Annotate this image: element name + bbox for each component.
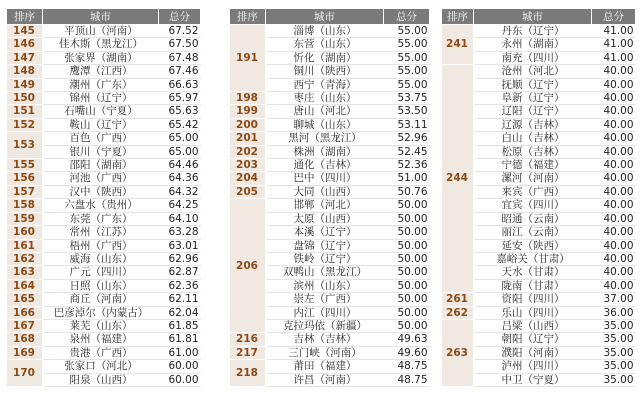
table-row — [230, 346, 430, 359]
table-row — [230, 199, 430, 212]
city-cell: 通化（吉林） — [266, 159, 384, 172]
city-cell: 中卫（宁夏） — [474, 373, 592, 386]
score-cell: 40.00 — [592, 145, 636, 158]
rank-cell: 152 — [7, 118, 43, 131]
score-cell: 64.46 — [159, 159, 201, 172]
score-cell: 67.46 — [159, 65, 201, 78]
city-cell: 汉中（陕西） — [43, 185, 159, 198]
score-cell: 52.45 — [384, 145, 430, 158]
city-cell: 六盘水（贵州） — [43, 199, 159, 212]
header-rank: 排序 — [7, 9, 43, 25]
score-cell: 40.00 — [592, 226, 636, 239]
table-row — [7, 92, 201, 105]
city-cell: 双鸭山（黑龙江） — [266, 266, 384, 279]
city-cell: 阳泉（山西） — [43, 373, 159, 386]
city-cell: 资阳（四川） — [474, 293, 592, 306]
ranking-table-1 — [6, 8, 201, 387]
city-cell: 泸州（四川） — [474, 360, 592, 373]
city-cell: 唐山（河北） — [266, 105, 384, 118]
score-cell: 50.00 — [384, 212, 430, 225]
rank-cell: 241 — [442, 25, 474, 65]
score-cell: 51.00 — [384, 172, 430, 185]
table-row — [230, 25, 430, 38]
city-cell: 泉州（福建） — [43, 333, 159, 346]
rank-cell: 159 — [7, 212, 43, 225]
rank-cell: 149 — [7, 78, 43, 91]
score-cell: 50.00 — [384, 306, 430, 319]
table-row — [7, 159, 201, 172]
city-cell: 铜川（陕西） — [266, 65, 384, 78]
score-cell: 40.00 — [592, 266, 636, 279]
score-cell: 64.32 — [159, 185, 201, 198]
city-cell: 贵港（广西） — [43, 346, 159, 359]
score-cell: 40.00 — [592, 78, 636, 91]
score-cell: 62.96 — [159, 252, 201, 265]
score-cell: 65.63 — [159, 105, 201, 118]
city-cell: 常州（江苏） — [43, 226, 159, 239]
city-cell: 陇南（甘肃） — [474, 279, 592, 292]
score-cell: 63.28 — [159, 226, 201, 239]
score-cell: 40.00 — [592, 159, 636, 172]
city-cell: 百色（广西） — [43, 132, 159, 145]
table-row — [230, 118, 430, 131]
table-row — [7, 65, 201, 78]
table-row — [442, 293, 636, 306]
header-score: 总分 — [592, 9, 636, 25]
score-cell: 40.00 — [592, 185, 636, 198]
score-cell: 55.00 — [384, 78, 430, 91]
score-cell: 40.00 — [592, 105, 636, 118]
table-row — [7, 199, 201, 212]
rank-cell: 217 — [230, 346, 266, 359]
city-cell: 淄博（山东） — [266, 25, 384, 38]
score-cell: 55.00 — [384, 25, 430, 38]
rank-cell: 163 — [7, 266, 43, 279]
city-cell: 枣庄（山东） — [266, 92, 384, 105]
score-cell: 35.00 — [592, 319, 636, 332]
table-row — [7, 25, 201, 38]
header-row — [7, 9, 201, 25]
score-cell: 65.00 — [159, 145, 201, 158]
header-city: 城市 — [266, 9, 384, 25]
rank-cell: 202 — [230, 145, 266, 158]
city-cell: 宁德（福建） — [474, 159, 592, 172]
city-cell: 天水（甘肃） — [474, 266, 592, 279]
rank-cell: 147 — [7, 51, 43, 64]
city-cell: 盘锦（辽宁） — [266, 239, 384, 252]
rank-cell: 263 — [442, 319, 474, 386]
city-cell: 崇左（广西） — [266, 293, 384, 306]
score-cell: 55.00 — [384, 38, 430, 51]
city-cell: 乐山（四川） — [474, 306, 592, 319]
score-cell: 65.42 — [159, 118, 201, 131]
header-score: 总分 — [384, 9, 430, 25]
city-cell: 鞍山（辽宁） — [43, 118, 159, 131]
rank-cell: 216 — [230, 333, 266, 346]
city-cell: 锦州（辽宁） — [43, 92, 159, 105]
rank-cell: 204 — [230, 172, 266, 185]
city-cell: 辽阳（辽宁） — [474, 105, 592, 118]
score-cell: 41.00 — [592, 51, 636, 64]
rank-cell: 198 — [230, 92, 266, 105]
table-row — [7, 306, 201, 319]
score-cell: 52.36 — [384, 159, 430, 172]
table-row — [230, 172, 430, 185]
table-row — [7, 105, 201, 118]
header-row — [442, 9, 636, 25]
score-cell: 67.48 — [159, 51, 201, 64]
city-cell: 聊城（山东） — [266, 118, 384, 131]
city-cell: 巴彦淖尔（内蒙古） — [43, 306, 159, 319]
rank-cell: 153 — [7, 132, 43, 159]
score-cell: 50.76 — [384, 185, 430, 198]
score-cell: 53.75 — [384, 92, 430, 105]
header-row — [230, 9, 430, 25]
score-cell: 52.96 — [384, 132, 430, 145]
score-cell: 65.00 — [159, 132, 201, 145]
table-row — [230, 333, 430, 346]
city-cell: 太原（山西） — [266, 212, 384, 225]
table-row — [7, 132, 201, 145]
score-cell: 61.81 — [159, 333, 201, 346]
table-row — [442, 319, 636, 332]
table-row — [230, 105, 430, 118]
rank-cell: 150 — [7, 92, 43, 105]
score-cell: 62.36 — [159, 279, 201, 292]
city-cell: 本溪（辽宁） — [266, 226, 384, 239]
table-row — [7, 252, 201, 265]
table-row — [230, 159, 430, 172]
city-cell: 内江（四川） — [266, 306, 384, 319]
city-cell: 南充（四川） — [474, 51, 592, 64]
city-cell: 梧州（广西） — [43, 239, 159, 252]
table-row — [442, 65, 636, 78]
rank-cell: 191 — [230, 25, 266, 92]
score-cell: 67.52 — [159, 25, 201, 38]
score-cell: 37.00 — [592, 293, 636, 306]
table-row — [7, 293, 201, 306]
city-cell: 株洲（湖南） — [266, 145, 384, 158]
table-row — [7, 212, 201, 225]
score-cell: 35.00 — [592, 346, 636, 359]
table-row — [230, 92, 430, 105]
rank-cell: 168 — [7, 333, 43, 346]
score-cell: 50.00 — [384, 199, 430, 212]
score-cell: 53.11 — [384, 118, 430, 131]
table-row — [7, 319, 201, 332]
city-cell: 邵阳（湖南） — [43, 159, 159, 172]
rank-cell: 218 — [230, 360, 266, 387]
city-cell: 河池（广西） — [43, 172, 159, 185]
city-cell: 黑河（黑龙江） — [266, 132, 384, 145]
city-cell: 辽源（吉林） — [474, 118, 592, 131]
table-row — [230, 145, 430, 158]
city-cell: 张家口（河北） — [43, 360, 159, 373]
score-cell: 40.00 — [592, 172, 636, 185]
city-cell: 莆田（福建） — [266, 360, 384, 373]
table-row — [7, 51, 201, 64]
city-cell: 宜宾（四川） — [474, 199, 592, 212]
rank-cell: 169 — [7, 346, 43, 359]
rank-cell: 162 — [7, 252, 43, 265]
score-cell: 50.00 — [384, 293, 430, 306]
table-row — [7, 360, 201, 373]
score-cell: 35.00 — [592, 373, 636, 386]
header-rank: 排序 — [230, 9, 266, 25]
table-row — [7, 185, 201, 198]
city-cell: 佳木斯（黑龙江） — [43, 38, 159, 51]
rank-cell: 200 — [230, 118, 266, 131]
score-cell: 61.85 — [159, 319, 201, 332]
table-row — [7, 78, 201, 91]
table-row — [7, 118, 201, 131]
city-cell: 大同（山西） — [266, 185, 384, 198]
city-cell: 东莞（广东） — [43, 212, 159, 225]
score-cell: 64.36 — [159, 172, 201, 185]
score-cell: 67.50 — [159, 38, 201, 51]
city-cell: 朝阳（辽宁） — [474, 333, 592, 346]
city-cell: 鹰潭（江西） — [43, 65, 159, 78]
rank-cell: 201 — [230, 132, 266, 145]
score-cell: 40.00 — [592, 212, 636, 225]
rank-cell: 166 — [7, 306, 43, 319]
score-cell: 62.04 — [159, 306, 201, 319]
score-cell: 40.00 — [592, 252, 636, 265]
city-cell: 石嘴山（宁夏） — [43, 105, 159, 118]
city-cell: 来宾（广西） — [474, 185, 592, 198]
city-cell: 昭通（云南） — [474, 212, 592, 225]
rank-cell: 151 — [7, 105, 43, 118]
score-cell: 62.11 — [159, 293, 201, 306]
header-score: 总分 — [159, 9, 201, 25]
score-cell: 55.00 — [384, 65, 430, 78]
score-cell: 63.01 — [159, 239, 201, 252]
city-cell: 潮州（广东） — [43, 78, 159, 91]
score-cell: 49.60 — [384, 346, 430, 359]
city-cell: 巴中（四川） — [266, 172, 384, 185]
city-cell: 平顶山（河南） — [43, 25, 159, 38]
table-row — [230, 132, 430, 145]
score-cell: 40.00 — [592, 132, 636, 145]
ranking-table-2 — [229, 8, 430, 387]
city-cell: 丹东（辽宁） — [474, 25, 592, 38]
city-cell: 威海（山东） — [43, 252, 159, 265]
city-cell: 张家界（湖南） — [43, 51, 159, 64]
table-row — [7, 346, 201, 359]
score-cell: 60.00 — [159, 373, 201, 386]
score-cell: 62.87 — [159, 266, 201, 279]
rank-cell: 262 — [442, 306, 474, 319]
score-cell: 60.00 — [159, 360, 201, 373]
score-cell: 48.75 — [384, 360, 430, 373]
city-cell: 嘉峪关（甘肃） — [474, 252, 592, 265]
city-cell: 邯郸（河北） — [266, 199, 384, 212]
table-row — [7, 239, 201, 252]
rank-cell: 146 — [7, 38, 43, 51]
score-cell: 50.00 — [384, 279, 430, 292]
city-cell: 永州（湖南） — [474, 38, 592, 51]
score-cell: 53.50 — [384, 105, 430, 118]
city-cell: 吕梁（山西） — [474, 319, 592, 332]
rank-cell: 167 — [7, 319, 43, 332]
table-row — [7, 333, 201, 346]
city-cell: 漯河（河南） — [474, 172, 592, 185]
city-cell: 吉林（吉林） — [266, 333, 384, 346]
score-cell: 50.00 — [384, 252, 430, 265]
score-cell: 66.63 — [159, 78, 201, 91]
city-cell: 广元（四川） — [43, 266, 159, 279]
score-cell: 50.00 — [384, 239, 430, 252]
table-row — [7, 38, 201, 51]
rank-cell: 199 — [230, 105, 266, 118]
rank-cell: 158 — [7, 199, 43, 212]
city-cell: 东营（山东） — [266, 38, 384, 51]
header-city: 城市 — [43, 9, 159, 25]
rank-cell: 155 — [7, 159, 43, 172]
score-cell: 35.00 — [592, 360, 636, 373]
city-cell: 滨州（山东） — [266, 279, 384, 292]
rank-cell: 206 — [230, 199, 266, 333]
rank-cell: 205 — [230, 185, 266, 198]
score-cell: 64.10 — [159, 212, 201, 225]
score-cell: 48.75 — [384, 373, 430, 386]
city-cell: 阜新（辽宁） — [474, 92, 592, 105]
city-cell: 西宁（青海） — [266, 78, 384, 91]
rank-cell: 148 — [7, 65, 43, 78]
city-cell: 松原（吉林） — [474, 145, 592, 158]
rank-cell: 203 — [230, 159, 266, 172]
city-cell: 许昌（河南） — [266, 373, 384, 386]
table-row — [7, 226, 201, 239]
city-cell: 银川（宁夏） — [43, 145, 159, 158]
rank-cell: 164 — [7, 279, 43, 292]
score-cell: 65.97 — [159, 92, 201, 105]
score-cell: 50.00 — [384, 319, 430, 332]
city-cell: 克拉玛依（新疆） — [266, 319, 384, 332]
city-cell: 丽江（云南） — [474, 226, 592, 239]
city-cell: 抚顺（辽宁） — [474, 78, 592, 91]
rank-cell: 160 — [7, 226, 43, 239]
header-rank: 排序 — [442, 9, 474, 25]
score-cell: 40.00 — [592, 92, 636, 105]
table-row — [7, 279, 201, 292]
rank-cell: 244 — [442, 65, 474, 293]
city-cell: 铁岭（辽宁） — [266, 252, 384, 265]
rank-cell: 161 — [7, 239, 43, 252]
rank-cell: 170 — [7, 360, 43, 387]
table-row — [7, 172, 201, 185]
city-cell: 延安（陕西） — [474, 239, 592, 252]
score-cell: 50.00 — [384, 266, 430, 279]
score-cell: 61.00 — [159, 346, 201, 359]
city-cell: 沧州（河北） — [474, 65, 592, 78]
score-cell: 49.63 — [384, 333, 430, 346]
score-cell: 41.00 — [592, 38, 636, 51]
score-cell: 64.25 — [159, 199, 201, 212]
table-row — [7, 266, 201, 279]
score-cell: 35.00 — [592, 333, 636, 346]
rank-cell: 145 — [7, 25, 43, 38]
score-cell: 40.00 — [592, 239, 636, 252]
score-cell: 41.00 — [592, 25, 636, 38]
city-cell: 莱芜（山东） — [43, 319, 159, 332]
table-row — [442, 25, 636, 38]
score-cell: 36.00 — [592, 306, 636, 319]
score-cell: 50.00 — [384, 226, 430, 239]
rank-cell: 156 — [7, 172, 43, 185]
table-row — [442, 306, 636, 319]
ranking-table-3 — [441, 8, 636, 387]
header-city: 城市 — [474, 9, 592, 25]
city-cell: 忻化（湖南） — [266, 51, 384, 64]
score-cell: 40.00 — [592, 65, 636, 78]
city-cell: 商丘（河南） — [43, 293, 159, 306]
score-cell: 55.00 — [384, 51, 430, 64]
table-row — [230, 360, 430, 373]
table-row — [230, 185, 430, 198]
city-cell: 濮阳（河南） — [474, 346, 592, 359]
rank-cell: 261 — [442, 293, 474, 306]
rank-cell: 165 — [7, 293, 43, 306]
score-cell: 40.00 — [592, 118, 636, 131]
rank-cell: 157 — [7, 185, 43, 198]
city-cell: 日照（山东） — [43, 279, 159, 292]
score-cell: 40.00 — [592, 279, 636, 292]
city-cell: 白山（吉林） — [474, 132, 592, 145]
score-cell: 40.00 — [592, 199, 636, 212]
city-cell: 三门峡（河南） — [266, 346, 384, 359]
